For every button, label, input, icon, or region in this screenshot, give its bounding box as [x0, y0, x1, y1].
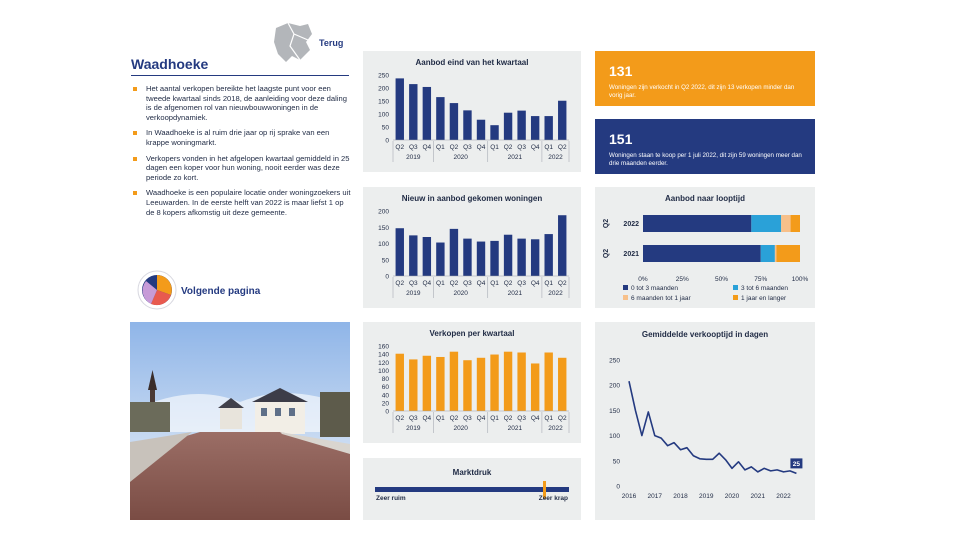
- bar: [504, 235, 512, 276]
- bar: [423, 87, 431, 140]
- bar: [544, 234, 552, 276]
- x-tick-label: Q4: [530, 144, 540, 151]
- year-label: 2022: [548, 154, 563, 161]
- page-title: Waadhoeke: [131, 56, 209, 72]
- year-label: 2021: [507, 425, 523, 432]
- x-tick-label: Q2: [557, 144, 567, 151]
- y-tick-label: 50: [612, 458, 620, 466]
- legend-label: 1 jaar en langer: [741, 295, 787, 302]
- x-tick-label: Q3: [408, 415, 418, 422]
- map-region-icon: [270, 20, 316, 66]
- x-tick-label: Q1: [490, 280, 499, 287]
- bar: [504, 352, 512, 411]
- chart-title: Gemiddelde verkooptijd in dagen: [641, 330, 769, 339]
- chart-verkooptijd: [595, 322, 815, 520]
- bar: [450, 103, 458, 140]
- x-tick-label: Q3: [463, 280, 472, 287]
- x-tick-label: Q3: [408, 144, 418, 151]
- y-tick-label: 0: [385, 137, 389, 145]
- bar: [517, 239, 525, 276]
- chart-title: Verkopen per kwartaal: [429, 329, 515, 338]
- bar: [490, 241, 498, 276]
- chart-title: Aanbod naar looptijd: [665, 194, 745, 203]
- y-tick-label: 0: [385, 408, 389, 416]
- marktdruk-right-label: Zeer krap: [538, 495, 568, 502]
- bar: [423, 237, 431, 276]
- x-tick-label: Q2: [395, 280, 405, 287]
- x-tick-label: Q2: [503, 144, 513, 151]
- stacked-bar-segment: [781, 215, 790, 232]
- y-tick-label: 200: [378, 208, 389, 216]
- chart-looptijd: [595, 187, 815, 308]
- group-label: Q2: [603, 218, 610, 229]
- kpi-text: Woningen staan te koop per 1 juli 2022, dit zijn 59 woningen meer dan drie maanden eerder.: [609, 152, 802, 167]
- y-tick-label: 120: [378, 359, 389, 367]
- bar: [558, 101, 566, 140]
- x-tick-label: Q1: [544, 280, 554, 287]
- y-tick-label: 50: [381, 124, 389, 132]
- year-label: 2020: [453, 154, 468, 161]
- x-tick-label: Q1: [490, 415, 499, 422]
- y-tick-label: 150: [378, 98, 389, 106]
- y-tick-label: 100: [609, 433, 620, 441]
- stacked-bar-segment: [761, 245, 775, 262]
- x-tick-label: Q4: [422, 415, 432, 422]
- bar: [477, 120, 485, 140]
- kpi-value: 131: [609, 63, 633, 79]
- y-tick-label: 20: [381, 400, 389, 408]
- x-tick-label: 2020: [724, 493, 740, 500]
- y-tick-label: 100: [378, 111, 389, 119]
- marktdruk-panel: [363, 458, 581, 520]
- year-label: 2019: [406, 425, 421, 432]
- x-tick-label: Q1: [436, 280, 445, 287]
- legend-swatch: [733, 295, 738, 300]
- chart-title: Nieuw in aanbod gekomen woningen: [401, 194, 543, 203]
- y-tick-label: 200: [378, 85, 389, 93]
- x-tick-label: 100%: [791, 276, 809, 283]
- x-tick-label: 0%: [638, 276, 648, 283]
- group-label: Q2: [603, 248, 610, 259]
- chart-aanbod: [363, 51, 581, 172]
- legend-swatch: [623, 285, 628, 290]
- bar: [396, 354, 404, 411]
- title-divider: [131, 75, 349, 76]
- x-tick-label: Q1: [544, 144, 554, 151]
- stacked-bar-segment: [751, 215, 781, 232]
- y-tick-label: 150: [609, 407, 620, 415]
- series-line: [629, 381, 796, 473]
- bar: [409, 359, 417, 411]
- bar: [409, 235, 417, 276]
- back-button[interactable]: [270, 20, 360, 66]
- bar: [531, 116, 539, 140]
- stacked-bar-segment: [776, 245, 800, 262]
- bar: [396, 78, 404, 140]
- y-tick-label: 0: [385, 273, 389, 281]
- x-tick-label: 50%: [714, 276, 729, 283]
- x-tick-label: Q3: [463, 144, 472, 151]
- x-tick-label: Q1: [436, 415, 445, 422]
- y-tick-label: 40: [381, 392, 389, 400]
- y-tick-label: 160: [378, 343, 389, 351]
- stacked-bar-segment: [643, 245, 761, 262]
- y-tick-label: 100: [378, 241, 389, 248]
- x-tick-label: 2019: [699, 493, 714, 500]
- year-label: 2019: [406, 154, 421, 161]
- year-label: 2020: [453, 290, 468, 297]
- x-tick-label: Q1: [544, 415, 554, 422]
- pie-chart-icon: [137, 270, 177, 310]
- x-tick-label: Q2: [503, 280, 513, 287]
- x-tick-label: Q2: [449, 144, 459, 151]
- bar: [436, 97, 444, 140]
- legend-label: 3 tot 6 maanden: [741, 285, 788, 292]
- bar: [396, 228, 404, 276]
- chart-looptijd-panel: [595, 187, 815, 308]
- year-label: 2021: [507, 290, 523, 297]
- kpi-supply-card: [595, 119, 815, 174]
- y-tick-label: 60: [381, 384, 389, 392]
- x-tick-label: 2021: [750, 493, 766, 500]
- chart-verkopen: [363, 322, 581, 443]
- bar: [504, 113, 512, 140]
- bar: [517, 111, 525, 140]
- bar: [477, 358, 485, 411]
- x-tick-label: Q3: [517, 280, 526, 287]
- x-tick-label: 2016: [621, 493, 637, 500]
- bar: [463, 239, 471, 276]
- bar: [490, 355, 498, 411]
- stacked-bar-segment: [775, 245, 777, 262]
- x-tick-label: 2017: [647, 493, 662, 500]
- bar: [490, 125, 498, 140]
- summary-item: Verkopers vonden in het afgelopen kwartaal gemiddeld in 25 dagen een koper voor hun woning, nooit eerder was deze periode zo kort.: [131, 154, 353, 183]
- category-label: 2022: [623, 221, 639, 228]
- x-tick-label: Q4: [476, 280, 486, 287]
- bar: [409, 84, 417, 140]
- back-label: Terug: [319, 38, 344, 48]
- bar: [450, 229, 458, 276]
- x-tick-label: Q2: [557, 415, 567, 422]
- x-tick-label: Q3: [517, 415, 526, 422]
- x-tick-label: Q4: [530, 280, 540, 287]
- bar: [531, 239, 539, 276]
- year-label: 2019: [406, 290, 421, 297]
- year-label: 2020: [453, 425, 468, 432]
- x-tick-label: Q4: [422, 280, 432, 287]
- category-label: 2021: [623, 251, 639, 258]
- y-tick-label: 250: [609, 357, 620, 365]
- bar: [463, 110, 471, 140]
- x-tick-label: 75%: [754, 276, 768, 283]
- x-tick-label: Q2: [395, 415, 405, 422]
- y-tick-label: 100: [378, 367, 389, 375]
- stacked-bar-segment: [791, 215, 800, 232]
- summary-item: Waadhoeke is een populaire locatie onder woningzoekers uit Leeuwarden. In de eerste helft van 2022 is maar liefst 1 op de 8 kopers afkomstig uit deze gemeente.: [131, 188, 353, 217]
- year-label: 2022: [548, 425, 563, 432]
- bar: [423, 356, 431, 411]
- summary-item: In Waadhoeke is al ruim drie jaar op rij sprake van een krappe woningmarkt.: [131, 128, 353, 147]
- marktdruk-left-label: Zeer ruim: [376, 495, 406, 502]
- x-tick-label: Q4: [476, 415, 486, 422]
- bar: [463, 360, 471, 411]
- legend-label: 0 tot 3 maanden: [631, 285, 678, 292]
- x-tick-label: Q3: [517, 144, 526, 151]
- x-tick-label: Q2: [503, 415, 513, 422]
- bar: [544, 116, 552, 140]
- y-tick-label: 250: [378, 72, 389, 80]
- next-page-label: Volgende pagina: [181, 286, 261, 297]
- x-tick-label: Q2: [557, 280, 567, 287]
- bar: [558, 215, 566, 276]
- x-tick-label: 2018: [673, 493, 688, 500]
- summary-list: [131, 84, 353, 223]
- end-value-label: 25: [792, 460, 801, 468]
- year-label: 2022: [548, 290, 563, 297]
- bar: [544, 353, 552, 412]
- y-tick-label: 150: [378, 224, 389, 232]
- legend-swatch: [623, 295, 628, 300]
- x-tick-label: 25%: [675, 276, 689, 283]
- x-tick-label: Q3: [408, 280, 418, 287]
- bar: [450, 352, 458, 411]
- bar: [531, 363, 539, 411]
- x-tick-label: Q3: [463, 415, 472, 422]
- chart-aanbod-panel: [363, 51, 581, 172]
- chart-nieuw: [363, 187, 581, 308]
- x-tick-label: Q2: [449, 280, 459, 287]
- x-tick-label: Q2: [395, 144, 405, 151]
- chart-nieuw-panel: [363, 187, 581, 308]
- kpi-sales-card: [595, 51, 815, 106]
- x-tick-label: Q1: [436, 144, 445, 151]
- stacked-bar-segment: [643, 215, 751, 232]
- bar: [477, 242, 485, 276]
- chart-verkooptijd-panel: [595, 322, 815, 520]
- chart-title: Aanbod eind van het kwartaal: [415, 58, 529, 67]
- y-tick-label: 0: [616, 483, 620, 491]
- chart-verkopen-panel: [363, 322, 581, 443]
- y-tick-label: 140: [378, 351, 389, 359]
- x-tick-label: Q4: [422, 144, 432, 151]
- town-photo: [130, 322, 350, 520]
- bar: [436, 243, 444, 276]
- y-tick-label: 50: [381, 257, 389, 265]
- x-tick-label: Q2: [449, 415, 459, 422]
- x-tick-label: Q4: [476, 144, 486, 151]
- year-label: 2021: [507, 154, 523, 161]
- legend-swatch: [733, 285, 738, 290]
- bar: [517, 353, 525, 412]
- bar: [436, 357, 444, 411]
- kpi-text: Woningen zijn verkocht in Q2 2022, dit zijn 13 verkopen minder dan vorig jaar.: [609, 84, 795, 99]
- x-tick-label: Q4: [530, 415, 540, 422]
- marktdruk-bar: [375, 487, 569, 492]
- y-tick-label: 200: [609, 382, 620, 390]
- marktdruk-title: Marktdruk: [452, 468, 492, 477]
- y-tick-label: 80: [381, 376, 389, 383]
- next-page-button[interactable]: [137, 270, 287, 310]
- x-tick-label: 2022: [776, 493, 791, 500]
- x-tick-label: Q1: [490, 144, 499, 151]
- bar: [558, 358, 566, 411]
- kpi-value: 151: [609, 131, 633, 147]
- summary-item: Het aantal verkopen bereikte het laagste punt voor een tweede kwartaal sinds 2018, de aanleiding voor deze daling is de afgenomen rol van nieuwbouwwoningen in de verkoopdynamiek.: [131, 84, 353, 122]
- legend-label: 6 maanden tot 1 jaar: [631, 295, 691, 302]
